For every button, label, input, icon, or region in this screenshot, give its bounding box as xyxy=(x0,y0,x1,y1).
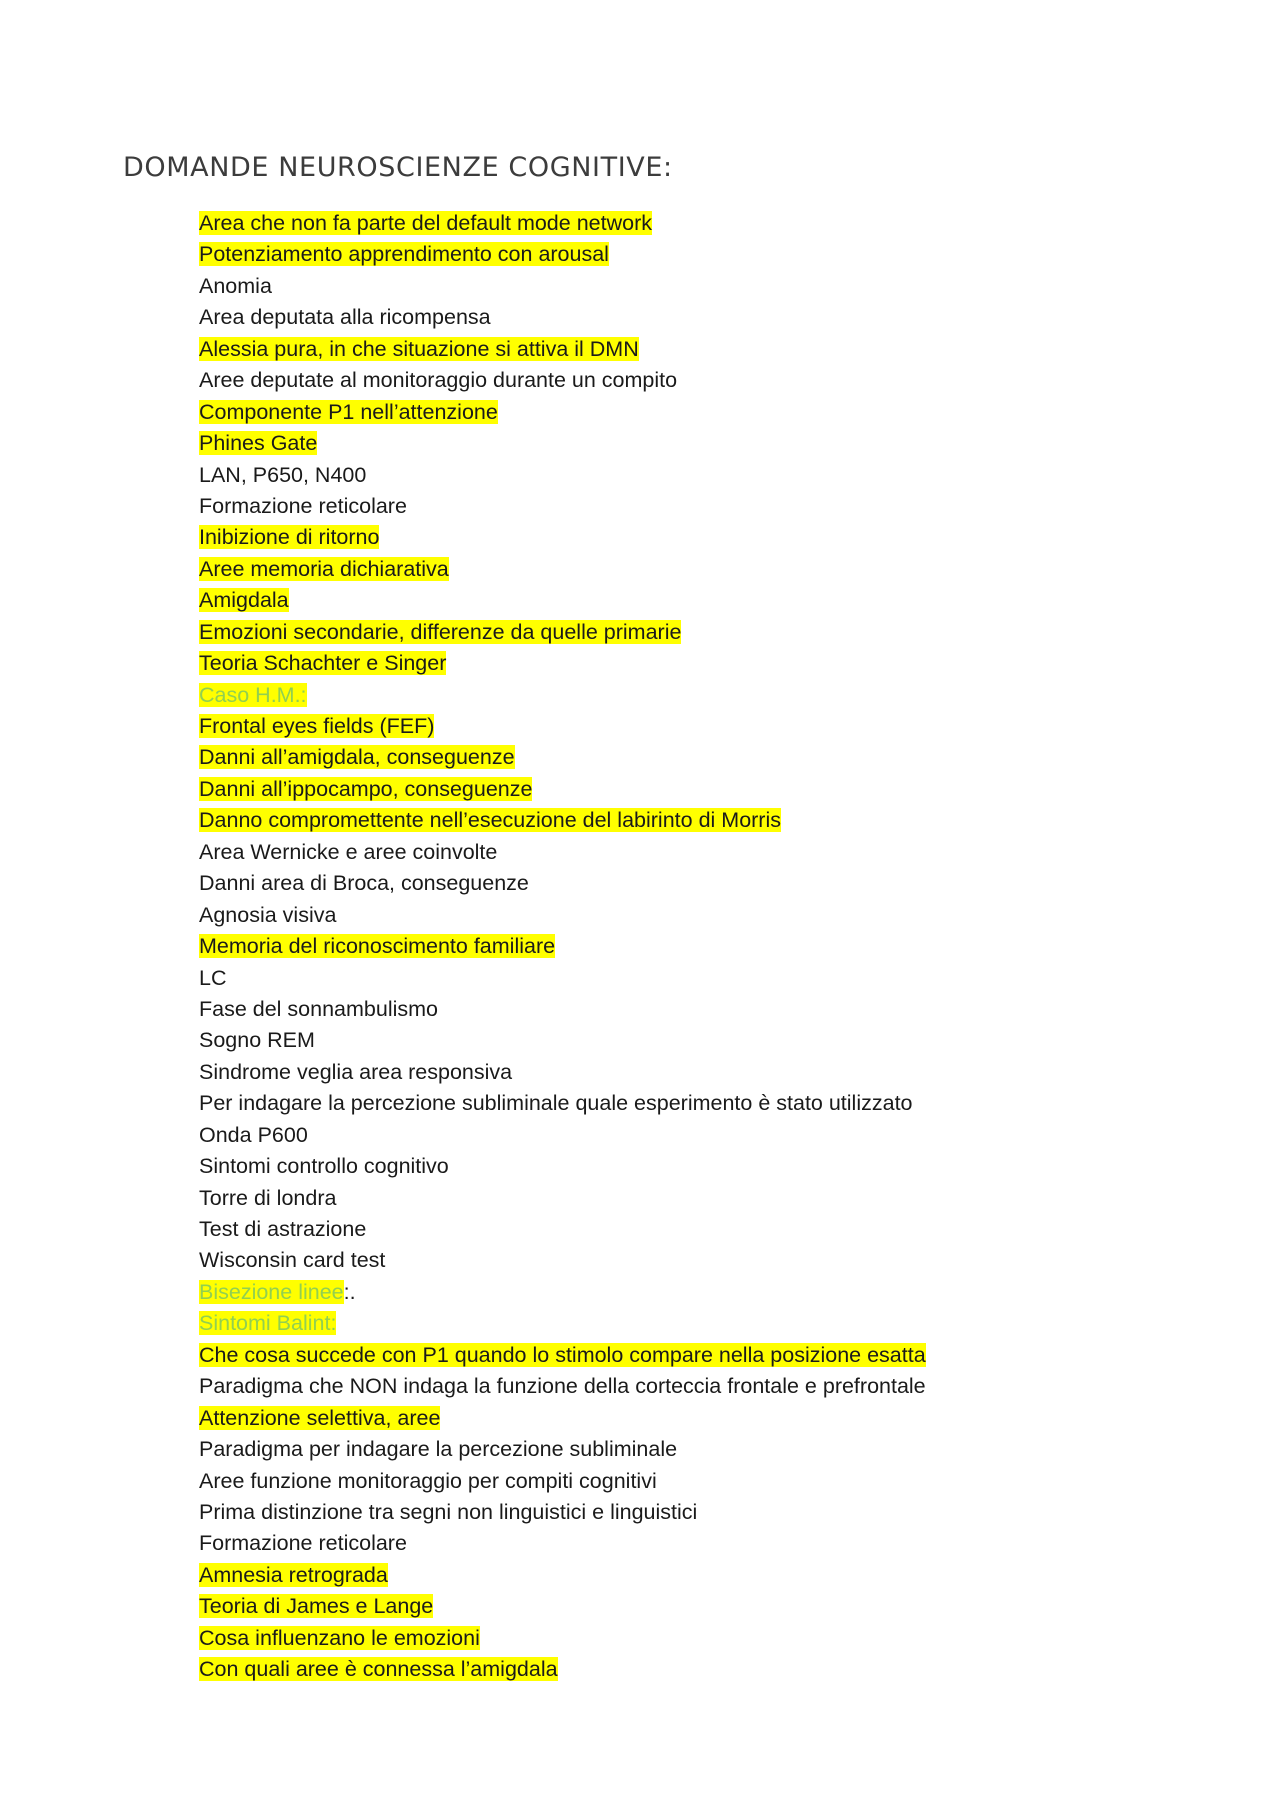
question-text-wrap xyxy=(199,585,289,616)
question-text: Area Wernicke e aree coinvolte xyxy=(199,839,498,864)
question-text-wrap xyxy=(199,208,652,239)
question-text-wrap xyxy=(199,365,677,396)
question-text: Amnesia retrograda xyxy=(199,1562,388,1587)
question-text: Agnosia visiva xyxy=(199,902,337,927)
question-text: Danni all’ippocampo, conseguenze xyxy=(199,776,533,801)
question-text: Alessia pura, in che situazione si attiva il DMN xyxy=(199,336,639,361)
question-text-wrap xyxy=(199,554,449,585)
question-text-wrap xyxy=(199,1340,926,1371)
question-text: Area che non fa parte del default mode network xyxy=(199,211,652,235)
question-text: Caso H.M.: xyxy=(199,682,307,707)
question-text: Teoria di James e Lange xyxy=(199,1594,434,1619)
question-text-wrap xyxy=(199,1025,315,1056)
question-text: Componente P1 nell’attenzione xyxy=(199,399,498,424)
question-text: Prima distinzione tra segni non linguistici e linguistici xyxy=(199,1499,698,1524)
question-text-wrap xyxy=(199,742,515,773)
question-text: Aree funzione monitoraggio per compiti cognitivi xyxy=(199,1468,657,1493)
question-text-wrap xyxy=(199,963,226,994)
question-text: Amigdala xyxy=(199,588,289,613)
question-text-wrap xyxy=(199,648,446,679)
question-text: Memoria del riconoscimento familiare xyxy=(199,934,556,959)
question-text-wrap xyxy=(199,1277,356,1308)
question-text-wrap xyxy=(199,1308,336,1339)
question-text: Danno compromettente nell’esecuzione del labirinto di Morris xyxy=(199,808,781,833)
question-text-wrap xyxy=(199,1120,308,1151)
question-text-wrap xyxy=(199,931,555,962)
question-text-wrap xyxy=(199,1214,366,1245)
question-text: Danni all’amigdala, conseguenze xyxy=(199,745,515,770)
question-text-wrap xyxy=(199,1151,449,1182)
question-text-wrap xyxy=(199,868,529,899)
question-text-wrap xyxy=(199,397,498,428)
question-text: Inibizione di ritorno xyxy=(199,525,380,550)
question-text-wrap xyxy=(199,1591,433,1622)
question-text-wrap xyxy=(199,460,366,491)
question-text: Formazione reticolare xyxy=(199,1531,407,1556)
question-text-wrap xyxy=(199,1623,480,1654)
question-text: Onda P600 xyxy=(199,1122,308,1147)
question-text-wrap xyxy=(199,1057,512,1088)
question-text: Teoria Schachter e Singer xyxy=(199,651,447,676)
question-text-wrap xyxy=(199,1654,558,1685)
question-text-wrap xyxy=(199,617,681,648)
question-text: Paradigma per indagare la percezione subliminale xyxy=(199,1437,678,1462)
question-text: Sintomi Balint: xyxy=(199,1311,337,1336)
question-text: Phines Gate xyxy=(199,431,318,456)
question-text-wrap xyxy=(199,1560,388,1591)
question-text: Formazione reticolare xyxy=(199,493,407,518)
question-text: Area deputata alla ricompensa xyxy=(199,305,491,330)
question-text: LC xyxy=(199,965,227,990)
question-text: Aree deputate al monitoraggio durante un compito xyxy=(199,368,678,393)
question-text: Attenzione selettiva, aree xyxy=(199,1405,441,1430)
question-text: Anomia xyxy=(199,273,272,298)
question-text-suffix: :. xyxy=(343,1279,356,1304)
question-text-wrap xyxy=(199,1528,407,1559)
question-text: Con quali aree è connessa l’amigdala xyxy=(199,1657,558,1682)
question-text-wrap xyxy=(199,302,491,333)
question-text: Cosa influenzano le emozioni xyxy=(199,1625,480,1650)
question-text: Fase del sonnambulismo xyxy=(199,996,439,1021)
question-text: Per indagare la percezione subliminale quale esperimento è stato utilizzato xyxy=(199,1091,913,1116)
question-text: Che cosa succede con P1 quando lo stimolo compare nella posizione esatta xyxy=(199,1342,926,1367)
document-title: DOMANDE NEUROSCIENZE COGNITIVE: xyxy=(123,152,673,183)
question-text-wrap xyxy=(199,1245,385,1276)
question-text: Paradigma che NON indaga la funzione della corteccia frontale e prefrontale xyxy=(199,1374,926,1399)
question-text-wrap xyxy=(199,522,379,553)
question-text-wrap xyxy=(199,1434,677,1465)
question-text-wrap xyxy=(199,428,317,459)
question-text-wrap xyxy=(199,1466,657,1497)
question-text: Wisconsin card test xyxy=(199,1248,386,1273)
question-text: Emozioni secondarie, differenze da quelle primarie xyxy=(199,619,682,644)
question-text-wrap xyxy=(199,900,336,931)
question-text-wrap xyxy=(199,491,407,522)
question-text-wrap xyxy=(199,1497,697,1528)
question-text: Sogno REM xyxy=(199,1028,315,1053)
question-text: Bisezione linee xyxy=(199,1279,344,1304)
question-text-wrap xyxy=(199,680,307,711)
question-text-wrap xyxy=(199,1088,913,1119)
question-text-wrap xyxy=(199,239,609,270)
question-text: Test di astrazione xyxy=(199,1217,367,1241)
question-text: Sintomi controllo cognitivo xyxy=(199,1154,449,1179)
question-text-wrap xyxy=(199,994,438,1025)
question-text-wrap xyxy=(199,774,532,805)
question-text-wrap xyxy=(199,837,497,868)
question-text-wrap xyxy=(199,334,639,365)
question-text-wrap xyxy=(199,1183,336,1214)
question-text-wrap xyxy=(199,1403,440,1434)
question-text: Danni area di Broca, conseguenze xyxy=(199,871,529,896)
question-text: Frontal eyes fields (FEF) xyxy=(199,714,435,738)
question-text: Aree memoria dichiarativa xyxy=(199,556,449,581)
question-text: Torre di londra xyxy=(199,1185,337,1210)
question-text-wrap xyxy=(199,1371,926,1402)
question-text: Potenziamento apprendimento con arousal xyxy=(199,242,609,267)
question-text: Sindrome veglia area responsiva xyxy=(199,1059,513,1084)
question-text-wrap xyxy=(199,711,434,742)
question-text: LAN, P650, N400 xyxy=(199,462,367,487)
question-text-wrap xyxy=(199,271,272,302)
question-text-wrap xyxy=(199,805,781,836)
